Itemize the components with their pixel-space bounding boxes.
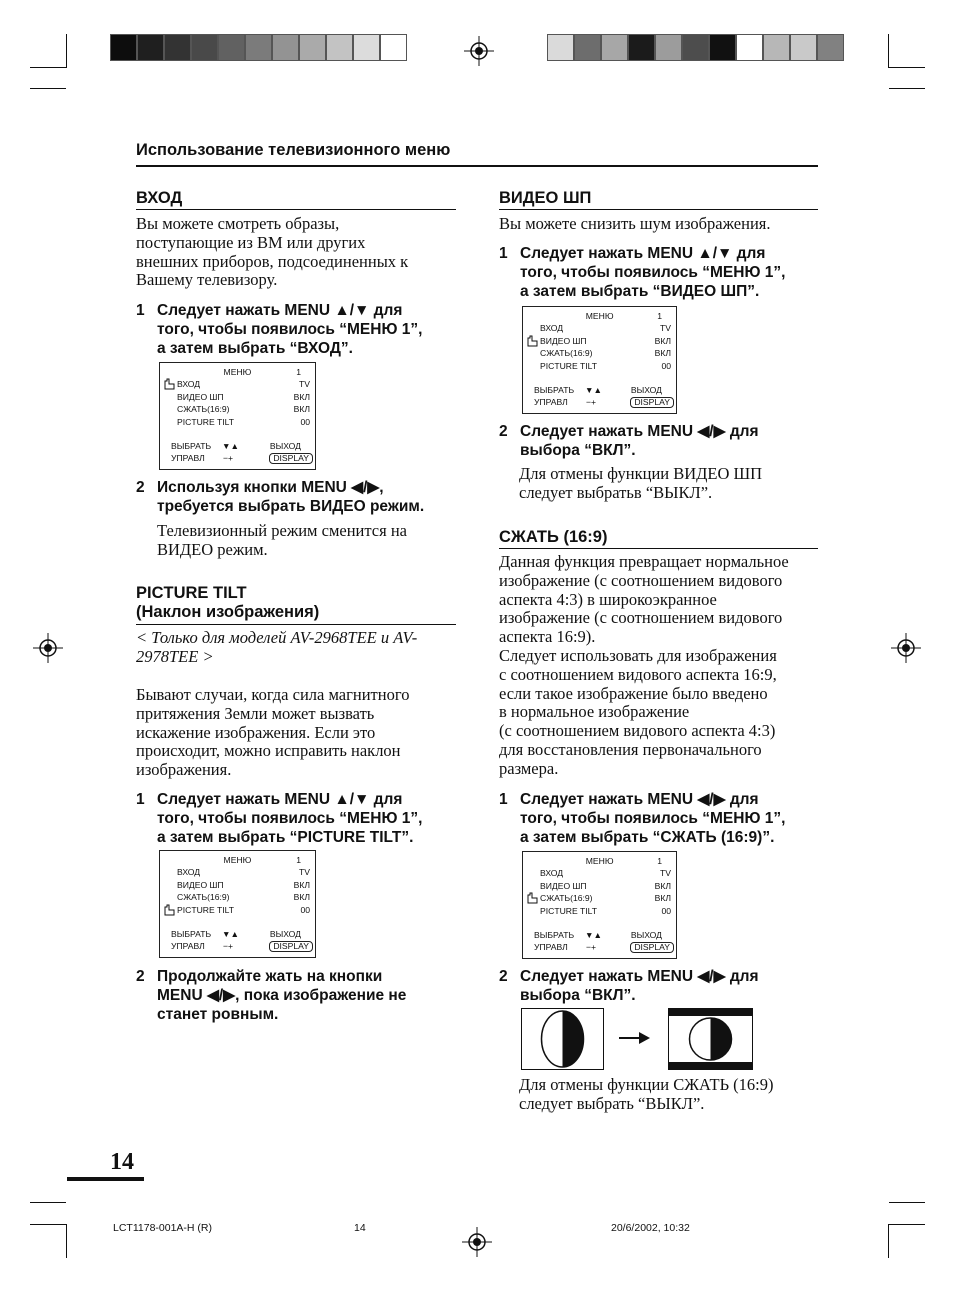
- pointing-hand-icon: [164, 904, 176, 916]
- color-swatch: [763, 34, 790, 61]
- menu-row-label: ВХОД: [177, 867, 201, 877]
- section-heading-video-nr: ВИДЕО ШП: [499, 189, 592, 207]
- text-line: Для отмены функции ВИДЕО ШП: [519, 464, 763, 483]
- menu-select-label: ВЫБРАТЬ: [171, 929, 212, 939]
- menu-display-button: DISPLAY: [630, 397, 674, 408]
- menu-screen: [522, 306, 677, 414]
- step-text: [520, 244, 785, 301]
- page-title: Использование телевизионного меню: [136, 141, 451, 159]
- color-swatch: [110, 34, 137, 61]
- menu-select-label: ВЫБРАТЬ: [534, 385, 575, 395]
- text-line: Используя кнопки MENU ◀/▶,: [157, 479, 384, 496]
- menu-row-value: 00: [300, 416, 310, 427]
- text-line: выбора “ВКЛ”.: [520, 442, 636, 459]
- aspect-normal-screen-icon: [521, 1008, 604, 1070]
- menu-row-value: ВКЛ: [654, 880, 671, 891]
- color-swatch: [380, 34, 407, 61]
- color-swatch: [547, 34, 574, 61]
- menu-row-label: PICTURE TILT: [540, 360, 597, 371]
- squeeze-note: [519, 1076, 774, 1114]
- menu-select-arrows: ▼▲: [222, 441, 240, 451]
- color-swatch: [817, 34, 844, 61]
- text-line: выбора “ВКЛ”.: [520, 987, 636, 1004]
- section-rule: [499, 548, 818, 549]
- text-line: аспекта 4:3) в широкоэкранное: [499, 589, 717, 609]
- step-number: 1: [499, 791, 508, 808]
- menu-row-label: СЖАТЬ(16:9): [177, 892, 230, 902]
- color-swatch: [191, 34, 218, 61]
- menu-exit-label: ВЫХОД: [269, 929, 301, 939]
- text-line: Вы можете снизить шум изображения.: [499, 214, 771, 233]
- menu-row-value: TV: [660, 868, 671, 878]
- video-nr-note: [519, 465, 762, 503]
- text-line: Следует нажать MENU ◀/▶ для: [520, 791, 759, 808]
- text-line: следует выбратьв “ВЫКЛ”.: [519, 482, 713, 502]
- step-number: 1: [499, 245, 508, 262]
- menu-row-value: ВКЛ: [654, 335, 671, 346]
- text-line: Следует нажать MENU ▲/▼ для: [157, 302, 403, 319]
- menu-control-arrow: −+: [223, 941, 234, 951]
- step-text: [520, 967, 759, 1005]
- text-line: притяжения Земли может вызвать: [136, 703, 375, 723]
- text-line: изображение (с соотношением видового: [499, 608, 783, 628]
- step-text: [520, 790, 785, 847]
- text-line: с соотношением видового аспекта 16:9,: [499, 664, 777, 684]
- menu-select-label: ВЫБРАТЬ: [171, 441, 212, 451]
- section-heading-tilt: [136, 584, 319, 622]
- text-line: искажение изображения. Если это: [136, 722, 376, 742]
- menu-control-arrow: −+: [223, 453, 234, 463]
- menu-screen: [159, 362, 316, 470]
- arrow-right-icon: [619, 1030, 651, 1046]
- menu-row-label: СЖАТЬ(16:9): [177, 404, 230, 414]
- header-rule: [136, 165, 818, 167]
- pointing-hand-icon: [527, 335, 539, 347]
- menu-exit-label: ВЫХОД: [630, 385, 662, 395]
- text-line: MENU ◀/▶, пока изображение не: [157, 987, 407, 1004]
- menu-row-label: PICTURE TILT: [540, 905, 597, 916]
- text-line: поступающие из ВМ или других: [136, 232, 366, 252]
- text-line: для восстановления первоначального: [499, 739, 762, 759]
- color-swatch: [245, 34, 272, 61]
- step-number: 1: [136, 791, 145, 808]
- text-line: а затем выбрать “СЖАТЬ (16:9)”.: [520, 829, 775, 846]
- color-swatch: [353, 34, 380, 61]
- text-line: Телевизионный режим сменится на: [157, 521, 407, 540]
- menu-row-label: ВИДЕО ШП: [177, 391, 224, 402]
- text-line: изображения.: [136, 760, 232, 780]
- menu-control-arrow: −+: [586, 942, 597, 952]
- menu-title: МЕНЮ: [585, 311, 614, 321]
- menu-page-number: 1: [296, 367, 301, 377]
- menu-select-arrows: ▼▲: [585, 385, 603, 395]
- crop-mark: [888, 1224, 889, 1258]
- crop-mark: [888, 34, 889, 68]
- color-swatch: [736, 34, 763, 61]
- registration-mark-icon: [33, 633, 63, 663]
- vhod-note: [157, 522, 407, 560]
- text-line: (с соотношением видового аспекта 4:3): [499, 721, 776, 741]
- color-swatch: [326, 34, 353, 61]
- tilt-intro: [136, 686, 409, 780]
- text-line: 2978TEE >: [136, 646, 214, 666]
- pointing-hand-icon: [164, 378, 176, 390]
- step-number: 2: [499, 423, 508, 440]
- menu-title: МЕНЮ: [223, 855, 252, 865]
- menu-title: МЕНЮ: [223, 367, 252, 377]
- crop-mark: [889, 1224, 925, 1225]
- step-text: [157, 790, 422, 847]
- text-line: внешних приборов, подсоединенных к: [136, 251, 409, 271]
- text-line: а затем выбрать “PICTURE TILT”.: [157, 829, 414, 846]
- text-line: требуется выбрать ВИДЕО режим.: [157, 498, 425, 515]
- menu-row-value: 00: [661, 905, 671, 916]
- menu-row-label: PICTURE TILT: [177, 416, 234, 427]
- text-line: следует выбрать “ВЫКЛ”.: [519, 1093, 705, 1113]
- text-line: Продолжайте жать на кнопки: [157, 968, 383, 985]
- crop-mark: [889, 67, 925, 68]
- color-swatch: [218, 34, 245, 61]
- menu-control-label: УПРАВЛ: [171, 941, 205, 951]
- menu-page-number: 1: [296, 855, 301, 865]
- text-line: Бывают случаи, когда сила магнитного: [136, 685, 410, 704]
- section-rule: [136, 624, 456, 625]
- color-swatch: [709, 34, 736, 61]
- aspect-wide-screen-icon: [668, 1008, 753, 1070]
- menu-control-label: УПРАВЛ: [171, 453, 205, 463]
- menu-select-arrows: ▼▲: [585, 930, 603, 940]
- text-line: того, чтобы появилось “МЕНЮ 1”,: [157, 810, 423, 827]
- menu-control-label: УПРАВЛ: [534, 397, 568, 407]
- menu-page-number: 1: [657, 311, 662, 321]
- footer-page: 14: [354, 1222, 366, 1234]
- vhod-intro: [136, 215, 408, 290]
- menu-row-label: ВИДЕО ШП: [540, 335, 587, 346]
- section-heading-squeeze: СЖАТЬ (16:9): [499, 528, 608, 546]
- text-line: того, чтобы появилось “МЕНЮ 1”,: [520, 810, 786, 827]
- step-number: 2: [499, 968, 508, 985]
- color-swatch: [790, 34, 817, 61]
- step-text: [157, 478, 424, 516]
- menu-control-label: УПРАВЛ: [534, 942, 568, 952]
- registration-mark-icon: [464, 36, 494, 66]
- menu-row-value: ВКЛ: [293, 879, 310, 890]
- crop-mark: [30, 88, 66, 89]
- menu-row-label: PICTURE TILT: [177, 904, 234, 915]
- text-line: а затем выбрать “ВХОД”.: [157, 340, 353, 357]
- color-swatch: [299, 34, 326, 61]
- text-line: Вы можете смотреть образы,: [136, 214, 340, 233]
- text-line: происходит, можно исправить наклон: [136, 741, 401, 761]
- text-line: Вашему телевизору.: [136, 270, 278, 290]
- menu-display-button: DISPLAY: [630, 942, 674, 953]
- text-line: размера.: [499, 758, 559, 778]
- crop-mark: [66, 34, 67, 68]
- menu-row-label: ВХОД: [540, 868, 564, 878]
- menu-row-value: ВКЛ: [293, 391, 310, 402]
- color-swatch: [682, 34, 709, 61]
- crop-mark: [889, 1202, 925, 1203]
- tilt-models: [136, 629, 417, 667]
- heading-line: PICTURE TILT: [136, 584, 247, 602]
- color-swatch: [628, 34, 655, 61]
- text-line: Следует нажать MENU ▲/▼ для: [157, 791, 403, 808]
- text-line: Для отмены функции СЖАТЬ (16:9): [519, 1075, 774, 1094]
- menu-row-value: 00: [300, 904, 310, 915]
- menu-screen: [159, 850, 316, 958]
- text-line: Следует нажать MENU ◀/▶ для: [520, 423, 759, 440]
- squeeze-intro: [499, 553, 789, 779]
- menu-row-label: ВИДЕО ШП: [177, 879, 224, 890]
- text-line: Следует использовать для изображения: [499, 645, 777, 665]
- menu-select-arrows: ▼▲: [222, 929, 240, 939]
- crop-mark: [30, 1202, 66, 1203]
- page-number: 14: [110, 1149, 134, 1175]
- menu-row-value: TV: [299, 867, 310, 877]
- heading-line: (Наклон изображения): [136, 603, 320, 621]
- menu-row-value: ВКЛ: [654, 348, 671, 358]
- color-swatch: [655, 34, 682, 61]
- text-line: ВИДЕО режим.: [157, 539, 268, 559]
- menu-row-value: TV: [299, 379, 310, 389]
- text-line: Следует нажать MENU ◀/▶ для: [520, 968, 759, 985]
- menu-exit-label: ВЫХОД: [630, 930, 662, 940]
- step-text: [520, 422, 759, 460]
- menu-row-value: 00: [661, 360, 671, 371]
- registration-mark-icon: [891, 633, 921, 663]
- text-line: < Только для моделей AV-2968TEE и AV-: [136, 628, 418, 647]
- text-line: Следует нажать MENU ▲/▼ для: [520, 245, 766, 262]
- menu-display-button: DISPLAY: [269, 453, 313, 464]
- menu-row-label: ВХОД: [540, 323, 564, 333]
- step-number: 1: [136, 302, 145, 319]
- section-rule: [136, 209, 456, 210]
- registration-mark-icon: [462, 1227, 492, 1257]
- footer-datetime: 20/6/2002, 10:32: [611, 1222, 690, 1234]
- text-line: в нормальное изображение: [499, 702, 690, 722]
- text-line: того, чтобы появилось “МЕНЮ 1”,: [157, 321, 423, 338]
- text-line: если такое изображение было введено: [499, 683, 768, 703]
- step-number: 2: [136, 479, 145, 496]
- menu-display-button: DISPLAY: [269, 941, 313, 952]
- menu-row-value: ВКЛ: [293, 892, 310, 902]
- step-text: [157, 967, 406, 1024]
- crop-mark: [30, 1224, 66, 1225]
- text-line: того, чтобы появилось “МЕНЮ 1”,: [520, 264, 786, 281]
- section-rule: [499, 209, 818, 210]
- crop-mark: [66, 1224, 67, 1258]
- color-swatch: [137, 34, 164, 61]
- menu-row-label: ВХОД: [177, 379, 201, 389]
- text-line: а затем выбрать “ВИДЕО ШП”.: [520, 283, 760, 300]
- menu-select-label: ВЫБРАТЬ: [534, 930, 575, 940]
- menu-row-label: СЖАТЬ(16:9): [540, 348, 593, 358]
- text-line: Данная функция превращает нормальное: [499, 552, 789, 571]
- color-swatch: [272, 34, 299, 61]
- text-line: станет ровным.: [157, 1006, 279, 1023]
- menu-row-value: TV: [660, 323, 671, 333]
- text-line: изображение (с соотношением видового: [499, 570, 783, 590]
- crop-mark: [889, 88, 925, 89]
- color-swatch: [574, 34, 601, 61]
- color-swatch: [601, 34, 628, 61]
- menu-row-value: ВКЛ: [654, 893, 671, 903]
- menu-page-number: 1: [657, 856, 662, 866]
- step-text: [157, 301, 422, 358]
- text-line: аспекта 16:9).: [499, 627, 596, 647]
- menu-row-value: ВКЛ: [293, 404, 310, 414]
- menu-title: МЕНЮ: [585, 856, 614, 866]
- crop-mark: [30, 67, 66, 68]
- menu-row-label: ВИДЕО ШП: [540, 880, 587, 891]
- pointing-hand-icon: [527, 892, 539, 904]
- menu-row-label: СЖАТЬ(16:9): [540, 893, 593, 903]
- step-number: 2: [136, 968, 145, 985]
- footer-doc-code: LCT1178-001A-H (R): [113, 1222, 213, 1234]
- video-nr-intro: [499, 215, 771, 234]
- menu-control-arrow: −+: [586, 397, 597, 407]
- section-heading-vhod: ВХОД: [136, 189, 183, 207]
- color-swatch: [164, 34, 191, 61]
- page-number-rule: [67, 1177, 144, 1181]
- menu-exit-label: ВЫХОД: [269, 441, 301, 451]
- menu-screen: [522, 851, 677, 959]
